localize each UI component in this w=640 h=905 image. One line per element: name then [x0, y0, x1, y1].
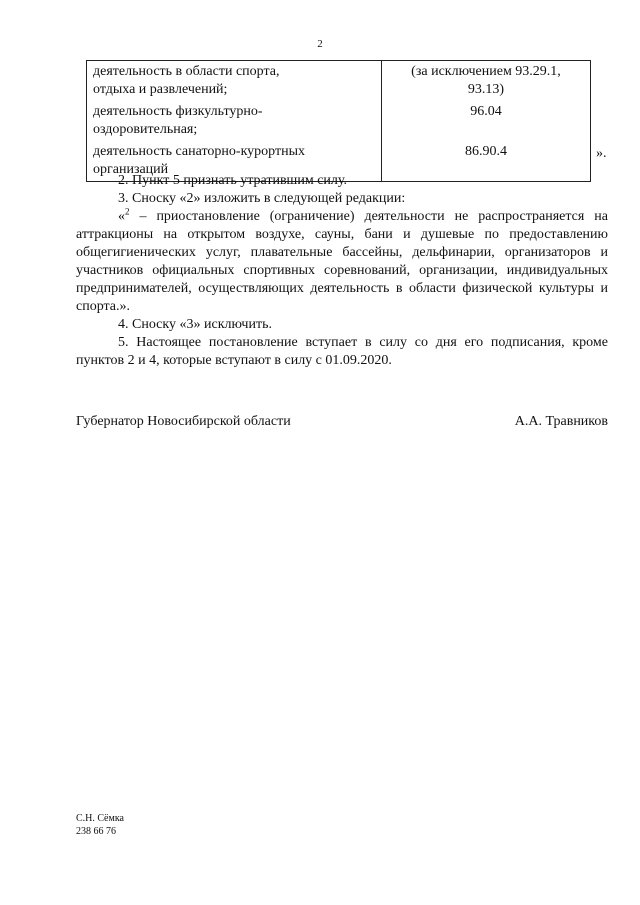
executor-info	[76, 812, 124, 838]
okved-code-line: 93.13)	[467, 82, 505, 97]
activity-name-line: деятельность физкультурно-	[93, 104, 263, 119]
footnote-marker: 2	[125, 206, 130, 217]
activity-codes-table	[86, 60, 591, 182]
okved-code-line: 96.04	[470, 104, 502, 119]
open-quote: «	[118, 209, 125, 224]
paragraph-item-2: 2. Пункт 5 признать утратившим силу.	[118, 173, 347, 188]
spacer	[388, 121, 584, 139]
activity-name-cell	[87, 101, 382, 141]
table-row	[87, 61, 591, 102]
footnote-text	[76, 208, 608, 316]
signatory-position: Губернатор Новосибирской области	[76, 414, 291, 429]
document-body	[76, 172, 608, 370]
okved-code-cell	[382, 61, 591, 102]
page-number: 2	[317, 38, 323, 50]
okved-code-cell	[382, 101, 591, 141]
table-row	[87, 101, 591, 141]
paragraph-item-3: 3. Сноску «2» изложить в следующей редакции:	[118, 191, 406, 206]
table-closing-quote: ».	[596, 146, 607, 161]
activity-name-cell	[87, 61, 382, 102]
okved-code-line: (за исключением 93.29.1,	[411, 64, 561, 79]
activity-name-line: оздоровительная;	[93, 122, 198, 137]
signature-block	[76, 414, 608, 430]
paragraph-item-4: 4. Сноску «3» исключить.	[118, 317, 272, 332]
activity-name-line: деятельность санаторно-курортных	[93, 144, 306, 159]
activity-name-line: отдыха и развлечений;	[93, 82, 228, 97]
footnote-body: – приостановление (ограничение) деятельности не распространяется на аттракционы на открытом воздухе, сауны, бани и душевые по предоставлению общегигиенических услуг, плавательные бассейны, дельфинарии, организаторов и участников официальных спортивных соревнований, организации, индивидуальных предпринимателей, осуществляющих деятельность в области физической культуры и спорта.».	[76, 209, 608, 314]
okved-code-line: 86.90.4	[465, 144, 507, 159]
paragraph-item-5: 5. Настоящее постановление вступает в силу со дня его подписания, кроме пунктов 2 и 4, которые вступают в силу с 01.09.2020.	[76, 335, 608, 368]
executor-name: С.Н. Сёмка	[76, 813, 124, 824]
activity-name-line: деятельность в области спорта,	[93, 64, 280, 79]
signatory-name: А.А. Травников	[514, 414, 608, 429]
executor-phone: 238 66 76	[76, 826, 116, 837]
activity-name-line: организаций	[93, 162, 169, 177]
